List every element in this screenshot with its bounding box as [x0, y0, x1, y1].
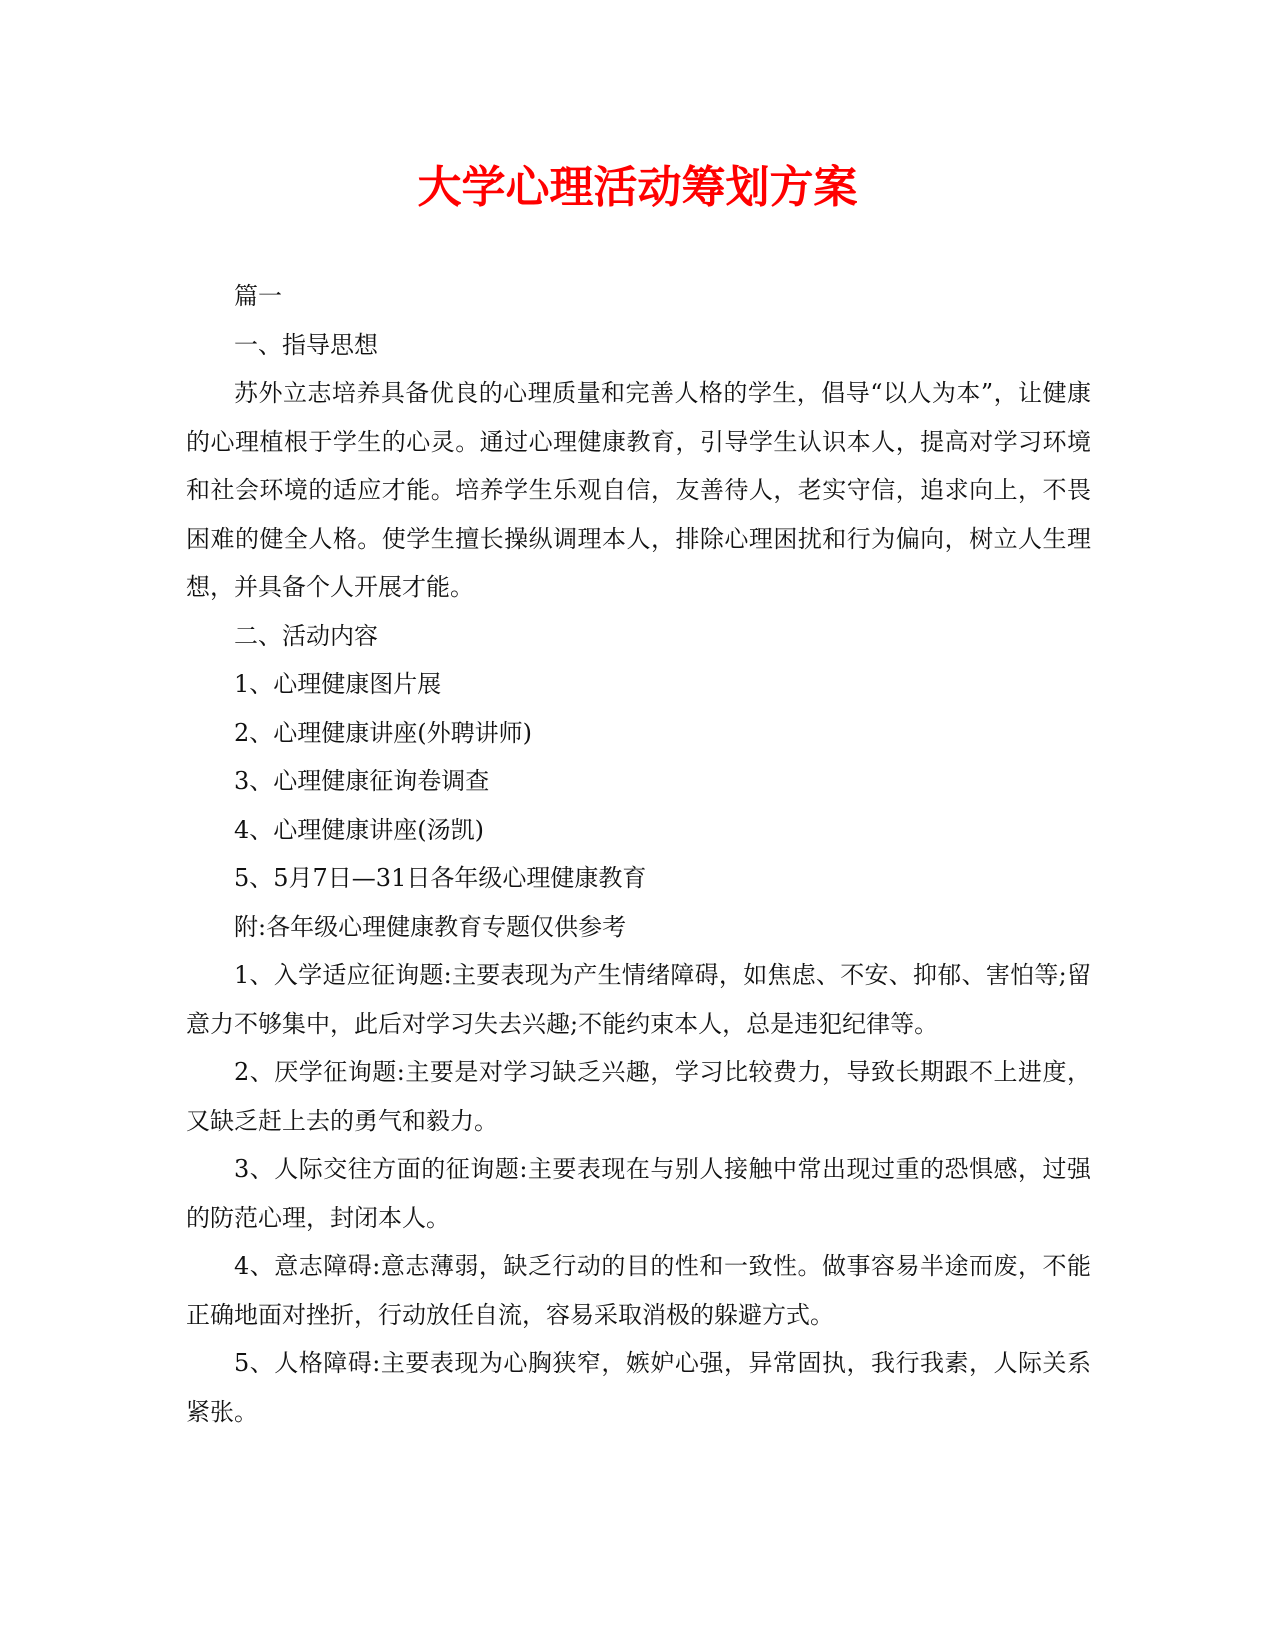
- topic-paragraph: 1、入学适应征询题:主要表现为产生情绪障碍，如焦虑、不安、抑郁、害怕等;留意力不够集中，此后对学习失去兴趣;不能约束本人，总是违犯纪律等。: [186, 961, 1091, 1038]
- list-item: 2、心理健康讲座(外聘讲师): [234, 718, 532, 747]
- topic-paragraph: 4、意志障碍:意志薄弱，缺乏行动的目的性和一致性。做事容易半途而废，不能正确地面对挫折，行动放任自流，容易采取消极的躲避方式。: [186, 1252, 1091, 1329]
- document-body: [186, 272, 1091, 1436]
- list-item: 1、心理健康图片展: [234, 670, 442, 698]
- topic-paragraph: 2、厌学征询题:主要是对学习缺乏兴趣，学习比较费力，导致长期跟不上进度，又缺乏赶上去的勇气和毅力。: [186, 1058, 1091, 1135]
- heading-activity-content: 二、活动内容: [234, 621, 378, 650]
- topic-paragraph: 3、人际交往方面的征询题:主要表现在与别人接触中常出现过重的恐惧感，过强的防范心理，封闭本人。: [186, 1155, 1091, 1232]
- section-label: 篇一: [234, 282, 282, 310]
- list-item: 4、心理健康讲座(汤凯): [234, 815, 484, 844]
- heading-guiding-thought: 一、指导思想: [234, 330, 378, 359]
- appendix-heading: 附:各年级心理健康教育专题仅供参考: [234, 912, 627, 941]
- document-title: 大学心理活动筹划方案: [417, 162, 858, 213]
- list-item: 3、心理健康征询卷调查: [234, 767, 490, 795]
- list-item: 5、5月7日—31日各年级心理健康教育: [234, 864, 647, 892]
- topic-paragraph: 5、人格障碍:主要表现为心胸狭窄，嫉妒心强，异常固执，我行我素，人际关系紧张。: [186, 1349, 1091, 1426]
- paragraph-guiding-thought: 苏外立志培养具备优良的心理质量和完善人格的学生，倡导“以人为本”，让健康的心理植根于学生的心灵。通过心理健康教育，引导学生认识本人，提高对学习环境和社会环境的适应才能。培养学生乐观自信，友善待人，老实守信，追求向上，不畏困难的健全人格。使学生擅长操纵调理本人，排除心理困扰和行为偏向，树立人生理想，并具备个人开展才能。: [186, 379, 1091, 601]
